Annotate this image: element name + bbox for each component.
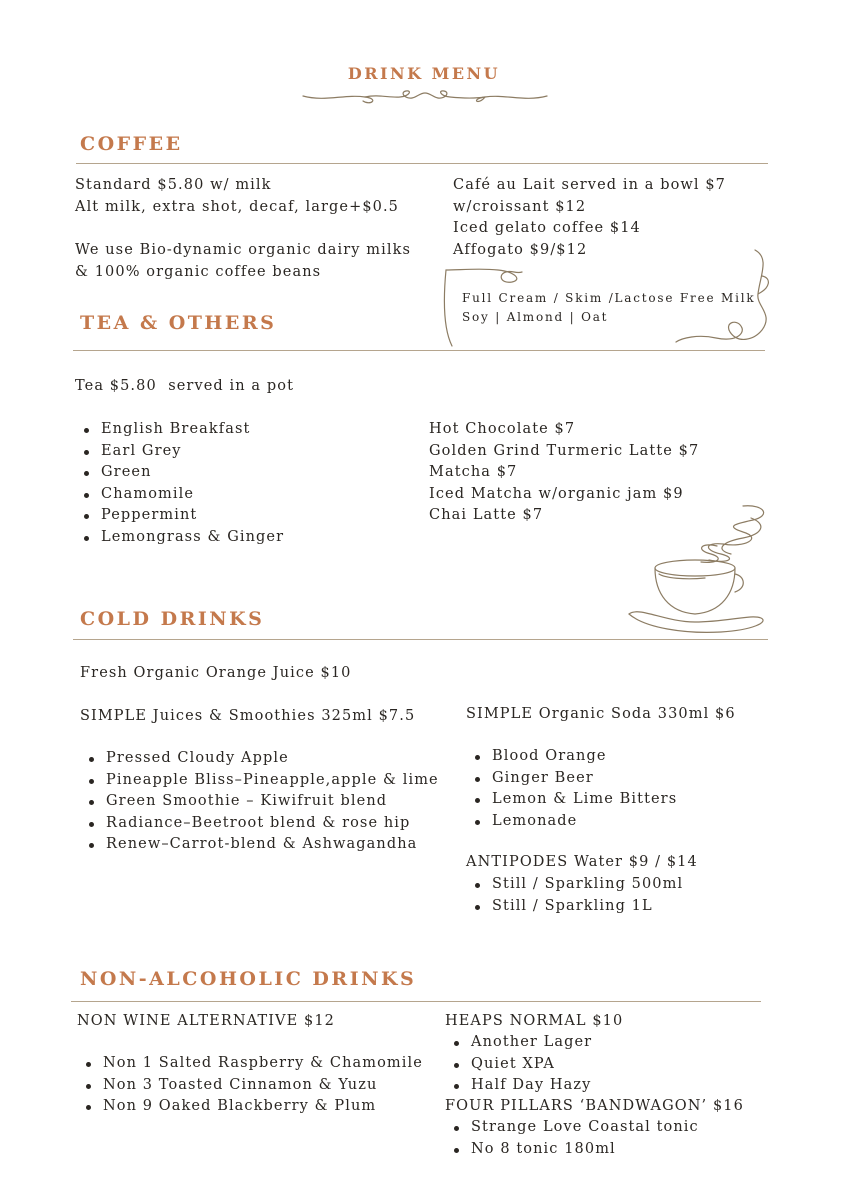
list-item: Still / Sparkling 1L xyxy=(466,896,683,918)
list-item: Lemonade xyxy=(466,811,677,833)
list-item: Half Day Hazy xyxy=(445,1075,592,1097)
water-title: ANTIPODES Water $9 / $14 xyxy=(466,854,698,870)
coffee-note-line: & 100% organic coffee beans xyxy=(75,263,322,280)
tea-divider xyxy=(73,350,765,351)
soda-list xyxy=(466,746,677,832)
list-item: English Breakfast xyxy=(75,419,284,441)
list-item: Another Lager xyxy=(445,1032,592,1054)
coffee-note-line: We use Bio-dynamic organic dairy milks xyxy=(75,242,412,258)
list-item: Lemon & Lime Bitters xyxy=(466,789,677,811)
milk-options-line: Soy | Almond | Oat xyxy=(462,309,609,324)
coffee-cup-illustration xyxy=(625,502,775,634)
wine-title: NON WINE ALTERNATIVE $12 xyxy=(77,1013,335,1029)
list-item: Radiance–Beetroot blend & rose hip xyxy=(80,813,439,835)
juices-title: SIMPLE Juices & Smoothies 325ml $7.5 xyxy=(80,708,416,724)
list-item: Earl Grey xyxy=(75,441,284,463)
soda-title: SIMPLE Organic Soda 330ml $6 xyxy=(466,706,736,722)
coffee-extras: Alt milk, extra shot, decaf, large+$0.5 xyxy=(75,198,400,215)
list-item: Still / Sparkling 500ml xyxy=(466,874,683,896)
tea-intro: Tea $5.80 served in a pot xyxy=(75,378,295,394)
pillars-title: FOUR PILLARS ‘BANDWAGON’ $16 xyxy=(445,1098,744,1114)
juices-list xyxy=(80,748,439,856)
other-drink-item: Matcha $7 xyxy=(429,464,518,481)
other-drink-item: Hot Chocolate $7 xyxy=(429,421,576,437)
heaps-list xyxy=(445,1032,592,1097)
list-item: Ginger Beer xyxy=(466,768,677,790)
coffee-special-item: Iced gelato coffee $14 xyxy=(453,220,641,237)
list-item: Chamomile xyxy=(75,484,284,506)
flourish-divider xyxy=(300,86,550,112)
list-item: Non 9 Oaked Blackberry & Plum xyxy=(77,1096,423,1118)
other-drink-item: Golden Grind Turmeric Latte $7 xyxy=(429,442,700,459)
list-item: Green Smoothie – Kiwifruit blend xyxy=(80,791,439,813)
milk-options xyxy=(462,289,755,326)
coffee-prices xyxy=(75,175,399,218)
coffee-special-item: Café au Lait served in a bowl $7 xyxy=(453,177,727,193)
list-item: Non 1 Salted Raspberry & Chamomile xyxy=(77,1053,423,1075)
menu-title: DRINK MENU xyxy=(347,64,501,83)
tea-heading: TEA & OTHERS xyxy=(80,312,277,334)
tea-list xyxy=(75,419,284,549)
list-item: Renew–Carrot-blend & Ashwagandha xyxy=(80,834,439,856)
coffee-note xyxy=(75,240,411,283)
list-item: Peppermint xyxy=(75,505,284,527)
heaps-title: HEAPS NORMAL $10 xyxy=(445,1013,624,1029)
nonalc-divider xyxy=(71,1001,761,1002)
cold-divider xyxy=(73,639,768,640)
nonalc-heading: NON-ALCOHOLIC DRINKS xyxy=(80,968,417,990)
list-item: Strange Love Coastal tonic xyxy=(445,1117,699,1139)
list-item: Blood Orange xyxy=(466,746,677,768)
other-drink-item: Chai Latte $7 xyxy=(429,507,544,524)
wine-list xyxy=(77,1053,423,1118)
cold-heading: COLD DRINKS xyxy=(80,608,265,630)
list-item: Pressed Cloudy Apple xyxy=(80,748,439,770)
coffee-heading: COFFEE xyxy=(80,133,183,155)
coffee-divider xyxy=(76,163,768,164)
pillars-list xyxy=(445,1117,699,1160)
water-list xyxy=(466,874,683,917)
coffee-special-item: w/croissant $12 xyxy=(453,198,587,215)
coffee-special-item: Affogato $9/$12 xyxy=(453,241,588,258)
other-drink-item: Iced Matcha w/organic jam $9 xyxy=(429,485,684,502)
list-item: Lemongrass & Ginger xyxy=(75,527,284,549)
list-item: Non 3 Toasted Cinnamon & Yuzu xyxy=(77,1075,423,1097)
list-item: No 8 tonic 180ml xyxy=(445,1139,699,1161)
orange-juice: Fresh Organic Orange Juice $10 xyxy=(80,665,352,681)
list-item: Pineapple Bliss–Pineapple,apple & lime xyxy=(80,770,439,792)
list-item: Green xyxy=(75,462,284,484)
list-item: Quiet XPA xyxy=(445,1054,592,1076)
milk-options-line: Full Cream / Skim /Lactose Free Milk xyxy=(462,291,756,305)
coffee-standard: Standard $5.80 w/ milk xyxy=(75,177,272,193)
